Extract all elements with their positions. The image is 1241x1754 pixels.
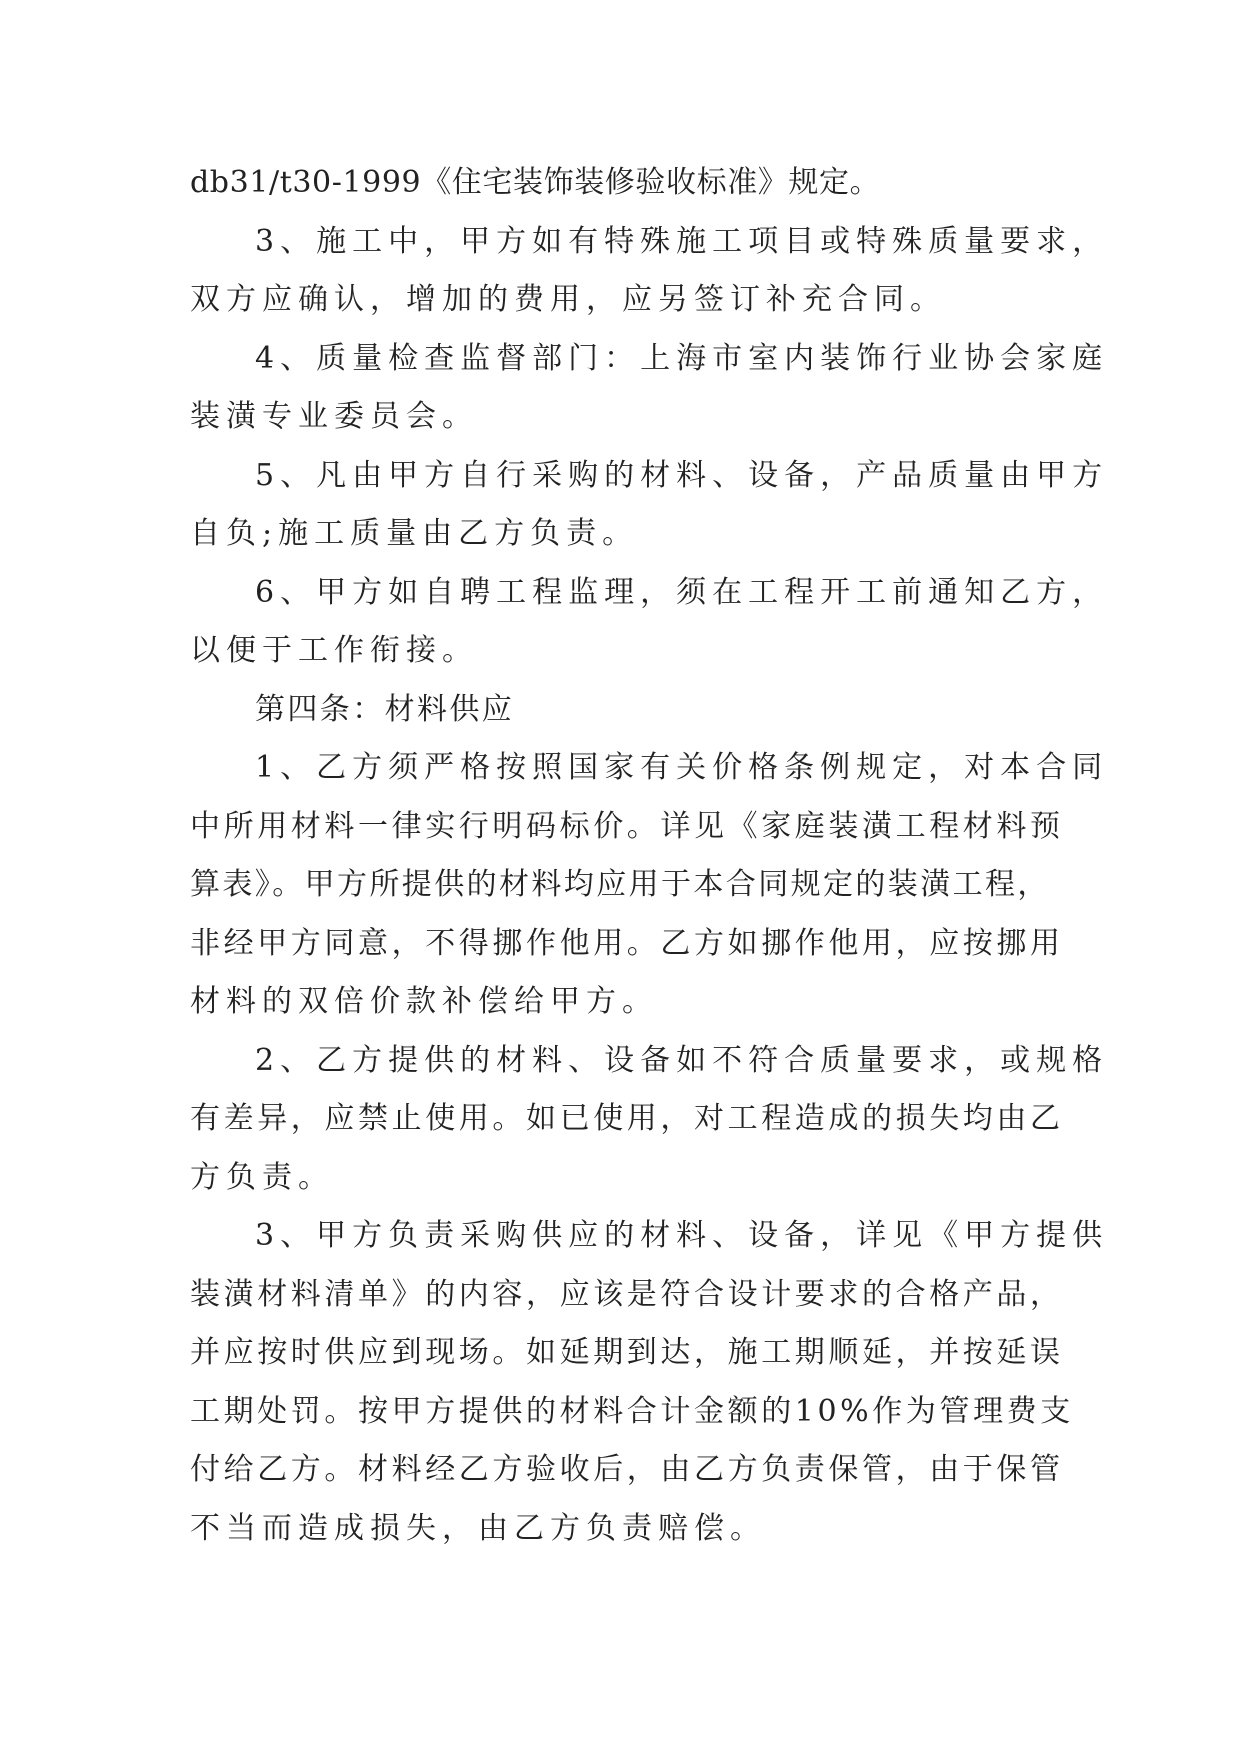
text-line: 付给乙方。材料经乙方验收后，由乙方负责保管，由于保管 <box>190 1452 1064 1487</box>
text-line: 3、甲方负责采购供应的材料、设备，详见《甲方提供 <box>255 1218 1109 1253</box>
text-line: 4、质量检查监督部门：上海市室内装饰行业协会家庭 <box>255 341 1109 376</box>
section-heading: 第四条：材料供应 <box>255 692 515 727</box>
text-line: 双方应确认，增加的费用，应另签订补充合同。 <box>190 282 946 317</box>
text-line: 材料的双倍价款补偿给甲方。 <box>190 984 658 1019</box>
text-line: db31/t30-1999《住宅装饰装修验收标准》规定。 <box>190 165 881 200</box>
text-line: 中所用材料一律实行明码标价。详见《家庭装潢工程材料预 <box>190 809 1064 844</box>
text-line: 非经甲方同意，不得挪作他用。乙方如挪作他用，应按挪用 <box>190 926 1064 961</box>
text-line: 1、乙方须严格按照国家有关价格条例规定，对本合同 <box>255 750 1109 785</box>
text-line: 3、施工中，甲方如有特殊施工项目或特殊质量要求， <box>255 224 1109 259</box>
text-line: 算表》。甲方所提供的材料均应用于本合同规定的装潢工程， <box>190 867 1050 902</box>
text-line: 装潢材料清单》的内容，应该是符合设计要求的合格产品， <box>190 1277 1064 1312</box>
text-line: 以便于工作衔接。 <box>190 633 478 668</box>
text-line: 工期处罚。按甲方提供的材料合计金额的10%作为管理费支 <box>190 1394 1074 1429</box>
text-line: 并应按时供应到现场。如延期到达，施工期顺延，并按延误 <box>190 1335 1064 1370</box>
text-line: 6、甲方如自聘工程监理，须在工程开工前通知乙方， <box>255 575 1109 610</box>
text-line: 2、乙方提供的材料、设备如不符合质量要求，或规格 <box>255 1043 1109 1078</box>
text-line: 装潢专业委员会。 <box>190 399 478 434</box>
text-line: 方负责。 <box>190 1160 334 1195</box>
text-line: 不当而造成损失，由乙方负责赔偿。 <box>190 1511 766 1546</box>
text-line: 自负;施工质量由乙方负责。 <box>190 516 639 551</box>
text-line: 有差异，应禁止使用。如已使用，对工程造成的损失均由乙 <box>190 1101 1064 1136</box>
text-line: 5、凡由甲方自行采购的材料、设备，产品质量由甲方 <box>255 458 1109 493</box>
